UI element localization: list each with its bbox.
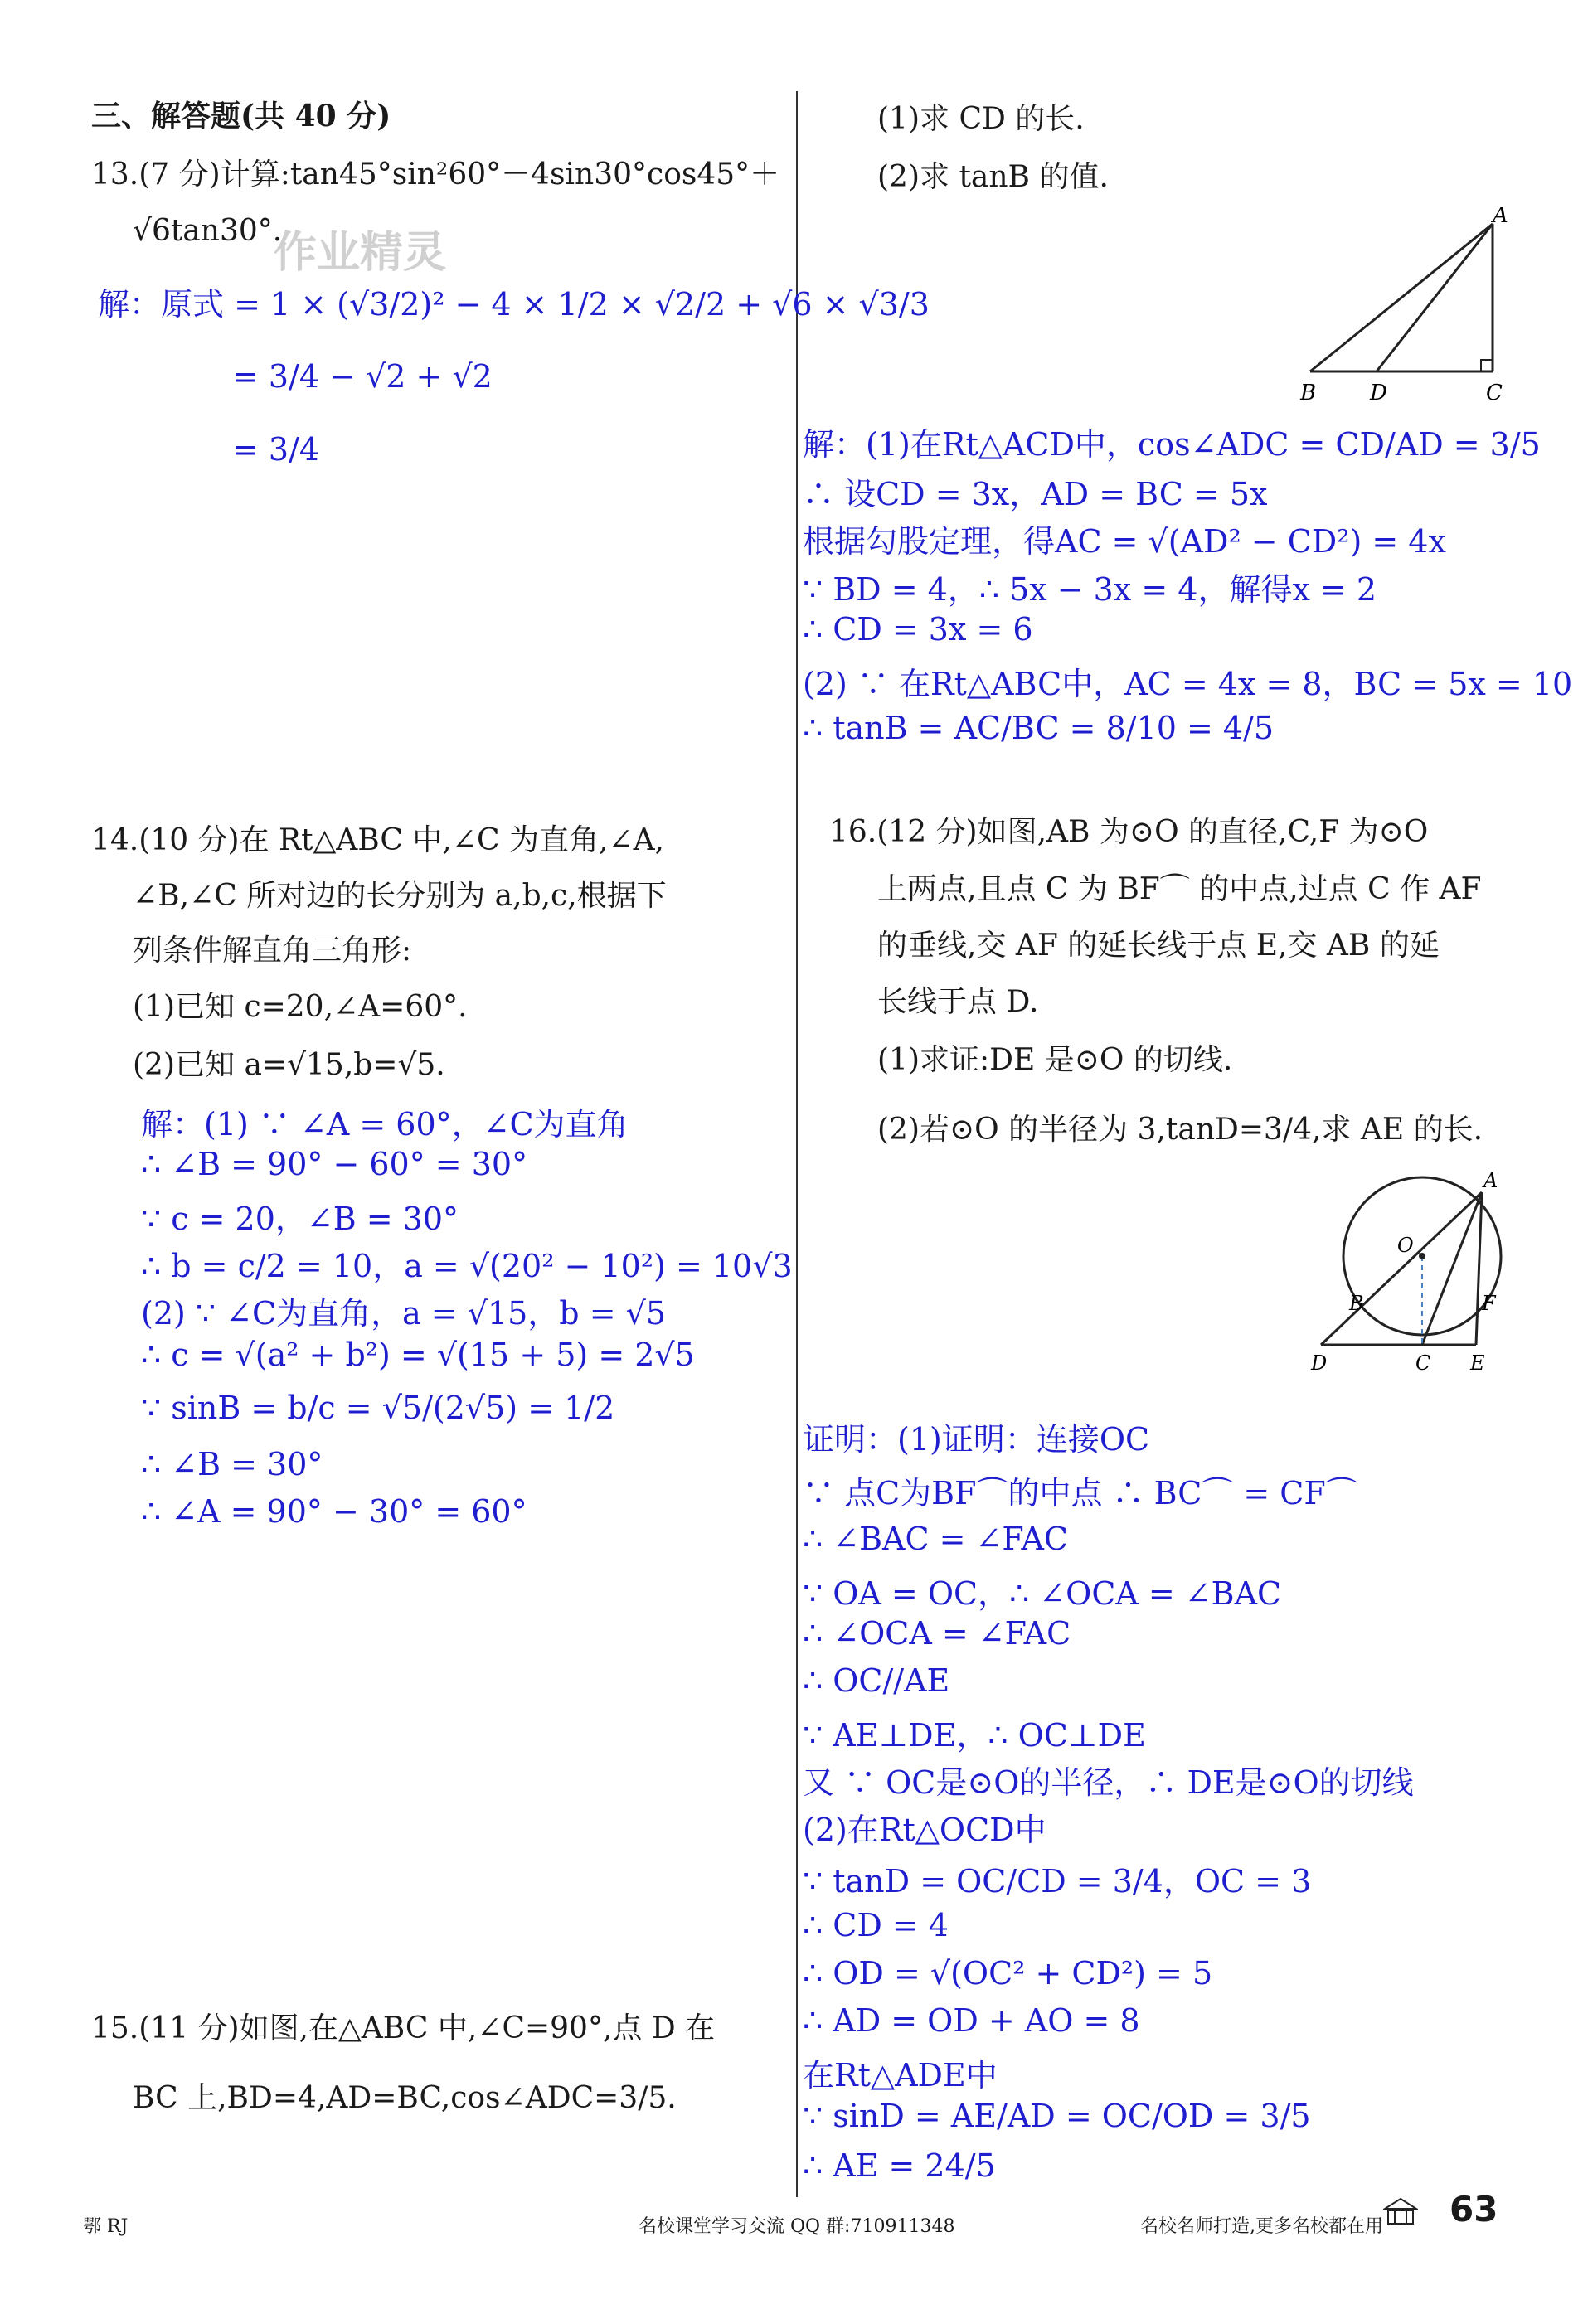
q15-triangle-figure [1294,207,1526,406]
q16-answer-10: ∵ tanD = OC/CD = 3/4，OC = 3 [803,1863,1312,1899]
q14-answer-2: ∴ ∠B = 90° − 60° = 30° [141,1146,528,1182]
watermark: 作业精灵 [274,228,447,278]
q15-line1: 15.(11 分)如图,在△ABC 中,∠C=90°,点 D 在 [91,2011,716,2045]
q16-answer-8: 又 ∵ OC是⊙O的半径，∴ DE是⊙O的切线 [803,1764,1414,1801]
fig-label-c: C [1415,1351,1431,1375]
q16-sub1: (1)求证:DE 是⊙O 的切线. [877,1043,1233,1077]
q13-line2: √6tan30°. [133,214,283,248]
q15-answer-2: ∴ 设CD = 3x，AD = BC = 5x [803,476,1268,512]
q16-sub2: (2)若⊙O 的半径为 3,tanD=3/4,求 AE 的长. [877,1113,1483,1147]
fig-label-d: D [1311,1351,1328,1375]
column-divider [796,91,798,2197]
q15-line2: BC 上,BD=4,AD=BC,cos∠ADC=3/5. [133,2081,677,2115]
q16-answer-4: ∵ OA = OC，∴ ∠OCA = ∠BAC [803,1575,1282,1612]
q15-sub1: (1)求 CD 的长. [877,102,1085,136]
page-number: 63 [1449,2189,1498,2229]
q16-line2: 上两点,且点 C 为 BF⌒ 的中点,过点 C 作 AF [877,872,1482,906]
q15-sub2: (2)求 tanB 的值. [877,160,1109,194]
q15-answer-7: ∴ tanB = AC/BC = 8/10 = 4/5 [803,710,1275,746]
fig-label-e: E [1470,1351,1485,1375]
q14-answer-5: (2) ∵ ∠C为直角，a = √15，b = √5 [141,1295,667,1332]
fig-label-c: C [1486,381,1503,405]
section-title: 三、解答题(共 40 分) [91,99,391,133]
q15-answer-6: (2) ∵ 在Rt△ABC中，AC = 4x = 8，BC = 5x = 10 [803,666,1573,702]
fig-label-f: F [1482,1292,1496,1315]
footer-slogan: 名校名师打造,更多名校都在用 [1140,2216,1383,2237]
footer-qq-group: 名校课堂学习交流 QQ 群:710911348 [639,2216,955,2237]
q13-answer-1: 解：原式 = 1 × (√3/2)² − 4 × 1/2 × √2/2 + √6 × √3/3 [98,286,930,323]
fig-label-b: B [1349,1292,1364,1315]
q16-line3: 的垂线,交 AF 的延长线于点 E,交 AB 的延 [877,929,1440,963]
q16-answer-9: (2)在Rt△OCD中 [803,1812,1046,1848]
q16-answer-13: ∴ AD = OD + AO = 8 [803,2002,1140,2039]
q14-line5: (2)已知 a=√15,b=√5. [133,1048,445,1082]
q16-answer-1: 证明：(1)证明：连接OC [803,1421,1150,1458]
fig-label-a: A [1493,207,1508,228]
q14-answer-6: ∴ c = √(a² + b²) = √(15 + 5) = 2√5 [141,1337,695,1373]
q16-circle-figure [1306,1161,1513,1385]
q16-answer-12: ∴ OD = √(OC² + CD²) = 5 [803,1955,1213,1992]
q14-line4: (1)已知 c=20,∠A=60°. [133,990,468,1024]
q16-answer-6: ∴ OC//AE [803,1662,950,1699]
q16-answer-3: ∴ ∠BAC = ∠FAC [803,1521,1068,1557]
q15-answer-4: ∵ BD = 4，∴ 5x − 3x = 4，解得x = 2 [803,571,1377,608]
q14-line1: 14.(10 分)在 Rt△ABC 中,∠C 为直角,∠A, [91,823,665,857]
fig-label-a: A [1483,1169,1498,1192]
q14-answer-1: 解：(1) ∵ ∠A = 60°，∠C为直角 [141,1106,629,1143]
q14-answer-4: ∴ b = c/2 = 10，a = √(20² − 10²) = 10√3 [141,1248,793,1284]
q15-answer-1: 解：(1)在Rt△ACD中，cos∠ADC = CD/AD = 3/5 [803,426,1541,463]
q13-answer-2: = 3/4 − √2 + √2 [232,358,493,395]
q15-answer-5: ∴ CD = 3x = 6 [803,611,1033,648]
q16-line4: 长线于点 D. [877,985,1039,1019]
q14-answer-8: ∴ ∠B = 30° [141,1446,323,1482]
q16-line1: 16.(12 分)如图,AB 为⊙O 的直径,C,F 为⊙O [829,815,1429,849]
fig-label-o: O [1397,1234,1414,1257]
q16-answer-16: ∴ AE = 24/5 [803,2147,996,2184]
q16-answer-7: ∵ AE⊥DE，∴ OC⊥DE [803,1717,1146,1754]
q16-answer-15: ∵ sinD = AE/AD = OC/OD = 3/5 [803,2098,1311,2134]
q14-answer-7: ∵ sinB = b/c = √5/(2√5) = 1/2 [141,1390,615,1426]
q14-line2: ∠B,∠C 所对边的长分别为 a,b,c,根据下 [133,879,667,913]
q13-answer-3: = 3/4 [232,431,320,468]
fig-label-b: B [1300,381,1317,405]
q16-answer-2: ∵ 点C为BF⌒的中点 ∴ BC⌒ = CF⌒ [803,1475,1357,1511]
q15-answer-3: 根据勾股定理，得AC = √(AD² − CD²) = 4x [803,523,1446,560]
publisher-logo [1383,2197,1418,2229]
q14-answer-3: ∵ c = 20，∠B = 30° [141,1201,459,1237]
q16-answer-5: ∴ ∠OCA = ∠FAC [803,1615,1071,1652]
q14-line3: 列条件解直角三角形: [133,934,412,968]
footer-edition: 鄂 RJ [83,2216,129,2237]
q14-answer-9: ∴ ∠A = 90° − 30° = 60° [141,1493,527,1530]
fig-label-d: D [1370,381,1387,405]
q16-answer-14: 在Rt△ADE中 [803,2057,998,2094]
q16-answer-11: ∴ CD = 4 [803,1907,949,1943]
q13-line1: 13.(7 分)计算:tan45°sin²60°－4sin30°cos45°＋ [91,158,780,192]
